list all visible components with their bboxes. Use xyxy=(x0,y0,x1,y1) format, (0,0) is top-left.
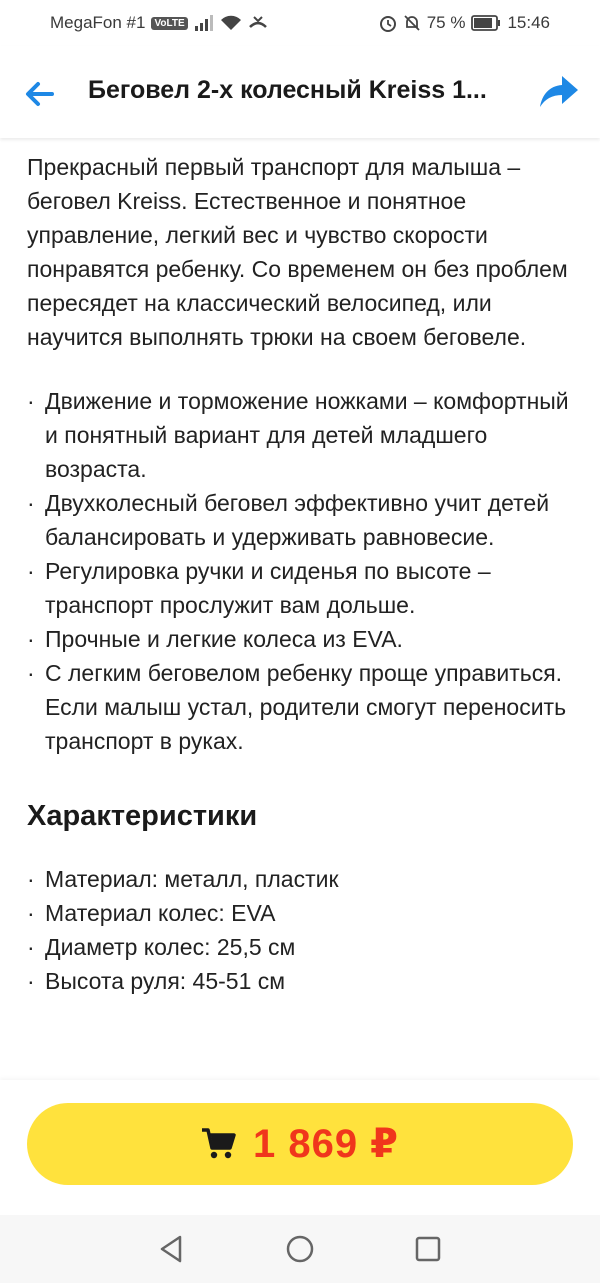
alarm-icon xyxy=(379,14,397,32)
feature-item: · С легким беговелом ребенку проще управиться. Если малыш устал, родители смогут переносить транспорт в руках. xyxy=(27,660,567,754)
carrier-name: MegaFon #1 xyxy=(50,13,146,32)
feature-item: · Движение и торможение ножками – комфортный и понятный вариант для детей младшего возраста. xyxy=(27,388,569,482)
feature-item: · Двухколесный беговел эффективно учит детей балансировать и удерживать равновесие. xyxy=(27,490,550,550)
characteristic-item: · Материал колес: EVA xyxy=(27,900,276,926)
feature-text: С легким беговелом ребенку проще управиться. Если малыш устал, родители смогут переносить транспорт в руках. xyxy=(45,660,567,754)
feature-text: Регулировка ручки и сиденья по высоте – транспорт прослужит вам дольше. xyxy=(45,558,491,618)
nav-recents-button[interactable] xyxy=(412,1233,444,1265)
cart-icon xyxy=(201,1127,237,1161)
circle-home-icon xyxy=(284,1233,316,1265)
nav-back-button[interactable] xyxy=(156,1233,188,1265)
characteristic-item: · Высота руля: 45-51 см xyxy=(27,968,286,994)
characteristic-text: Материал колес: EVA xyxy=(45,900,276,926)
nav-home-button[interactable] xyxy=(284,1233,316,1265)
characteristic-text: Диаметр колес: 25,5 см xyxy=(45,934,296,960)
feature-item: · Регулировка ручки и сиденья по высоте – транспорт прослужит вам дольше. xyxy=(27,558,491,618)
mute-notifications-icon xyxy=(403,14,421,32)
status-bar xyxy=(0,0,600,46)
characteristic-text: Высота руля: 45-51 см xyxy=(45,968,286,994)
missed-call-icon xyxy=(248,15,268,31)
back-button[interactable] xyxy=(22,76,58,112)
square-recents-icon xyxy=(412,1233,444,1265)
buy-button[interactable] xyxy=(27,1103,573,1185)
characteristic-item: · Диаметр колес: 25,5 см xyxy=(27,934,296,960)
characteristics-heading: Характеристики xyxy=(27,800,258,832)
characteristic-text: Материал: металл, пластик xyxy=(45,866,339,892)
battery-icon xyxy=(471,15,501,31)
price-label: 1 869 ₽ xyxy=(252,1122,400,1166)
arrow-left-icon xyxy=(22,76,58,112)
characteristics-list xyxy=(27,862,577,998)
battery-percent: 75 % xyxy=(426,13,466,32)
description-paragraph: Прекрасный первый транспорт для малыша – беговел Kreiss. Естественное и понятное управление, легкий вес и чувство скорости понравятся ребенку. Со временем он без проблем пересядет на классический велосипед, или научится выполнять трюки на своем беговеле. xyxy=(27,154,568,350)
feature-text: Движение и торможение ножками – комфортный и понятный вариант для детей младшего возраста. xyxy=(45,388,569,482)
share-button[interactable] xyxy=(538,74,580,110)
feature-text: Прочные и легкие колеса из EVA. xyxy=(45,626,403,652)
volte-badge: VoLTE xyxy=(151,17,187,30)
clock: 15:46 xyxy=(507,13,550,32)
app-toolbar xyxy=(0,46,600,138)
signal-icon xyxy=(194,15,214,31)
characteristic-item: · Материал: металл, пластик xyxy=(27,866,339,892)
feature-list xyxy=(27,384,577,758)
system-nav-bar xyxy=(0,1215,600,1283)
status-left xyxy=(50,13,268,33)
wifi-icon xyxy=(220,15,242,31)
triangle-back-icon xyxy=(156,1233,188,1265)
page-title: Беговел 2-х колесный Kreiss 1... xyxy=(88,76,487,104)
feature-item: · Прочные и легкие колеса из EVA. xyxy=(27,626,403,652)
status-right xyxy=(379,13,550,33)
feature-text: Двухколесный беговел эффективно учит детей балансировать и удерживать равновесие. xyxy=(45,490,550,550)
share-arrow-icon xyxy=(538,74,580,110)
product-description xyxy=(27,150,577,998)
